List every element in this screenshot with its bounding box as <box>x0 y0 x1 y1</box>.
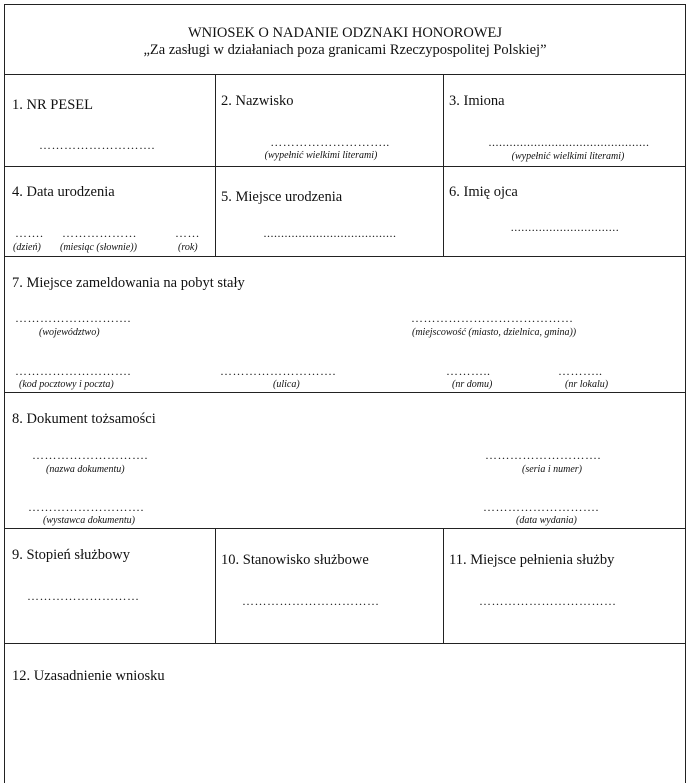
voivodeship-caption: (województwo) <box>39 327 100 338</box>
divider <box>5 528 685 529</box>
surname-caption: (wypełnić wielkimi literami) <box>264 150 378 161</box>
postcode-caption: (kod pocztowy i poczta) <box>19 379 114 390</box>
birth-place-label: 5. Miejsce urodzenia <box>221 189 343 205</box>
birth-month-field[interactable]: ……………… <box>62 226 137 240</box>
divider <box>5 643 685 644</box>
birth-year-field[interactable]: …… <box>175 226 200 240</box>
document-series-caption: (seria i numer) <box>522 464 582 475</box>
residence-label: 7. Miejsce zameldowania na pobyt stały <box>12 275 245 291</box>
street-caption: (ulica) <box>273 379 300 390</box>
column-divider <box>443 528 444 643</box>
locality-field[interactable]: ………………………………… <box>411 311 574 325</box>
document-series-field[interactable]: ………………………. <box>485 448 601 462</box>
birth-year-caption: (rok) <box>178 242 198 253</box>
birth-day-caption: (dzień) <box>13 242 41 253</box>
column-divider <box>215 528 216 643</box>
document-name-caption: (nazwa dokumentu) <box>46 464 125 475</box>
service-place-label: 11. Miejsce pełnienia służby <box>449 552 615 568</box>
surname-label: 2. Nazwisko <box>221 93 294 109</box>
position-field[interactable]: …………………………… <box>242 594 380 608</box>
divider <box>5 74 685 75</box>
application-form <box>4 4 686 783</box>
column-divider <box>443 74 444 256</box>
pesel-field[interactable]: ………………………. <box>39 138 155 152</box>
document-name-field[interactable]: ………………………. <box>32 448 148 462</box>
birth-month-caption: (miesiąc (słownie)) <box>60 242 137 253</box>
given-names-label: 3. Imiona <box>449 93 505 109</box>
birth-date-label: 4. Data urodzenia <box>12 184 115 200</box>
given-names-caption: (wypełnić wielkimi literami) <box>511 151 625 162</box>
divider <box>5 392 685 393</box>
voivodeship-field[interactable]: ………………………. <box>15 311 131 325</box>
issue-date-field[interactable]: ………………………. <box>483 500 599 514</box>
surname-field[interactable]: ……………………….. <box>270 135 390 149</box>
divider <box>5 166 685 167</box>
house-number-field[interactable]: ……….. <box>446 364 491 378</box>
street-field[interactable]: ………………………. <box>220 364 336 378</box>
form-title: WNIOSEK O NADANIE ODZNAKI HONOROWEJ <box>187 25 503 41</box>
birth-place-field[interactable]: ...................................... <box>263 226 397 240</box>
flat-number-field[interactable]: ……….. <box>558 364 603 378</box>
document-issuer-caption: (wystawca dokumentu) <box>43 515 135 526</box>
justification-label: 12. Uzasadnienie wniosku <box>12 668 165 684</box>
pesel-label: 1. NR PESEL <box>12 97 93 113</box>
father-name-field[interactable]: ............................... <box>510 220 620 234</box>
id-document-label: 8. Dokument tożsamości <box>12 411 156 427</box>
issue-date-caption: (data wydania) <box>516 515 577 526</box>
birth-day-field[interactable]: ……. <box>15 226 44 240</box>
postcode-field[interactable]: ………………………. <box>15 364 131 378</box>
document-issuer-field[interactable]: ………………………. <box>28 500 144 514</box>
column-divider <box>215 74 216 256</box>
flat-number-caption: (nr lokalu) <box>565 379 609 390</box>
form-subtitle: „Za zasługi w działaniach poza granicami Rzeczypospolitej Polskiej” <box>143 42 547 58</box>
father-name-label: 6. Imię ojca <box>449 184 518 200</box>
service-place-field[interactable]: …………………………… <box>479 594 617 608</box>
rank-label: 9. Stopień służbowy <box>12 547 131 563</box>
house-number-caption: (nr domu) <box>452 379 493 390</box>
justification-area[interactable] <box>13 695 677 783</box>
position-label: 10. Stanowisko służbowe <box>221 552 369 568</box>
rank-field[interactable]: ……………………… <box>27 589 140 603</box>
divider <box>5 256 685 257</box>
given-names-field[interactable]: .............................................. <box>488 135 650 149</box>
locality-caption: (miejscowość (miasto, dzielnica, gmina)) <box>412 327 577 338</box>
